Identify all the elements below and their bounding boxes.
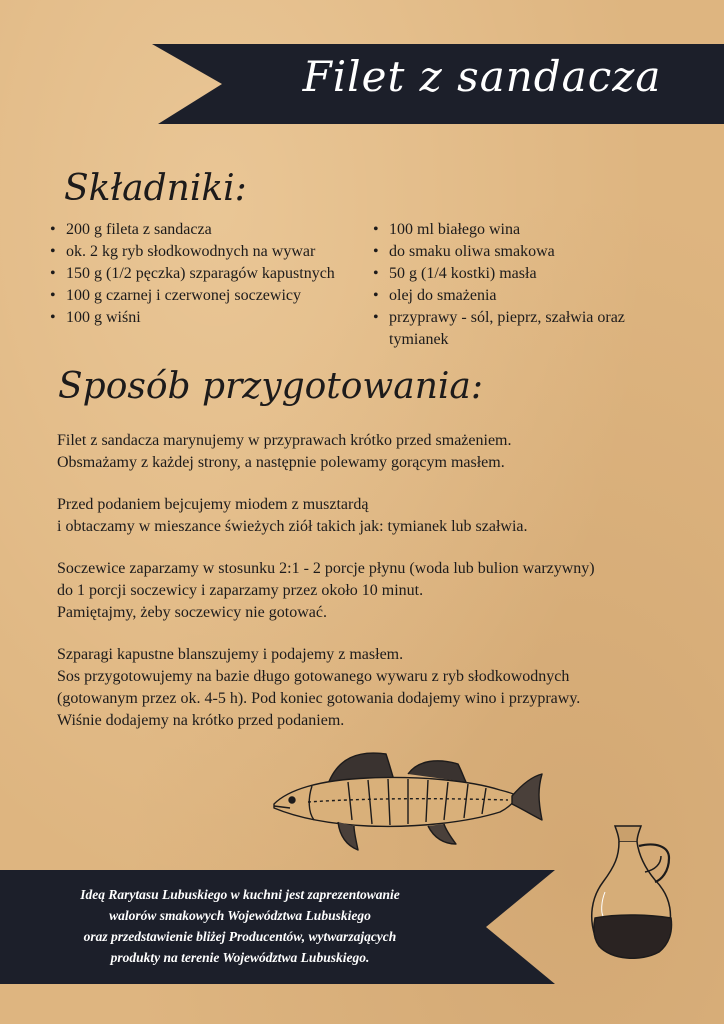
method-line: do 1 porcji soczewicy i zaparzamy przez około 10 minut. — [57, 582, 424, 599]
oil-jug-illustration — [585, 822, 685, 972]
method-paragraph — [57, 430, 677, 474]
footer-line: oraz przedstawienie bliżej Producentów, wytwarzających — [83, 929, 397, 944]
ingredient-item: • 100 ml białego wina — [373, 219, 653, 241]
ingredients-heading: Składniki: — [64, 168, 247, 209]
method-line: Filet z sandacza marynujemy w przyprawach krótko przed smażeniem. — [57, 432, 512, 449]
method-line: Przed podaniem bejcujemy miodem z musztardą — [57, 496, 369, 513]
ingredient-item: • ok. 2 kg ryb słodkowodnych na wywar — [50, 241, 370, 263]
footer-text — [20, 884, 460, 968]
method-line: Soczewice zaparzamy w stosunku 2:1 - 2 porcje płynu (woda lub bulion warzywny) — [57, 560, 595, 577]
footer-line: Ideą Rarytasu Lubuskiego w kuchni jest zaprezentowanie — [80, 887, 400, 902]
ingredient-item: • 100 g czarnej i czerwonej soczewicy — [50, 285, 370, 307]
recipe-title: Filet z sandacza — [302, 52, 662, 101]
title-banner — [152, 44, 724, 124]
method-heading: Sposób przygotowania: — [58, 366, 484, 407]
method-line: Sos przygotowujemy na bazie długo gotowanego wywaru z ryb słodkowodnych — [57, 668, 570, 685]
method-line: Pamiętajmy, żeby soczewicy nie gotować. — [57, 604, 327, 621]
ingredient-item: • 100 g wiśni — [50, 307, 370, 329]
ingredients-list-right — [373, 219, 653, 351]
method-line: (gotowanym przez ok. 4-5 h). Pod koniec gotowania dodajemy wino i przyprawy. — [57, 690, 581, 707]
ingredient-item: • 200 g fileta z sandacza — [50, 219, 370, 241]
ingredient-item: • do smaku oliwa smakowa — [373, 241, 653, 263]
method-line: Szparagi kapustne blanszujemy i podajemy z masłem. — [57, 646, 404, 663]
footer-line: walorów smakowych Województwa Lubuskiego — [109, 908, 371, 923]
method-paragraph — [57, 644, 677, 732]
method-paragraph — [57, 494, 677, 538]
ingredient-item: • olej do smażenia — [373, 285, 653, 307]
method-body — [57, 430, 677, 752]
ingredient-item: • 150 g (1/2 pęczka) szparagów kapustnych — [50, 263, 370, 285]
footer-line: produkty na terenie Województwa Lubuskiego. — [110, 950, 370, 965]
ingredients-list-left — [50, 219, 370, 329]
method-line: Wiśnie dodajemy na krótko przed podaniem. — [57, 712, 345, 729]
ingredient-item: • 50 g (1/4 kostki) masła — [373, 263, 653, 285]
zander-fish-illustration — [268, 746, 548, 856]
ingredient-item: • przyprawy - sól, pieprz, szałwia oraz tymianek — [373, 307, 639, 351]
footer-banner — [0, 870, 555, 984]
method-paragraph — [57, 558, 677, 624]
method-line: i obtaczamy w mieszance świeżych ziół takich jak: tymianek lub szałwia. — [57, 518, 528, 535]
method-line: Obsmażamy z każdej strony, a następnie polewamy gorącym masłem. — [57, 454, 505, 471]
